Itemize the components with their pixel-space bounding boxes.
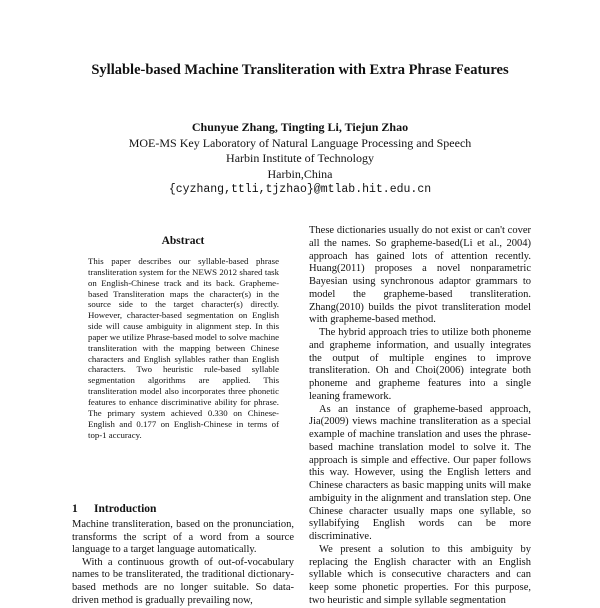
paper-title: Syllable-based Machine Transliteration with Extra Phrase Features <box>91 62 509 78</box>
abstract-heading: Abstract <box>161 235 205 247</box>
section-heading-introduction <box>72 503 156 515</box>
affiliation-line-1: MOE-MS Key Laboratory of Natural Language Processing and Speech <box>128 135 472 150</box>
abstract-text: This paper describes our syllable-based phrase transliteration system for the NEWS 2012 shared task on English-Chinese track and its back. Grapheme-based Transliteration maps the character(s) in the source side to the target character(s) directly. However, character-based segmentation on English side will cause ambiguity in alignment step. In this paper we utilize Phrase-based model to solve machine transliteration with the mapping between Chinese characters and English syllables rather than English characters. Two heuristic rule-based syllable segmentation algorithms are applied. This transliteration model also incorporates three phonetic features to enhance discriminative ability for phrase. The primary system achieved 0.330 on Chinese-English and 0.177 on English-Chinese in terms of top-1 accuracy. <box>88 256 279 440</box>
right-column-body <box>309 225 531 608</box>
left-column-body <box>72 519 294 607</box>
section-title: Introduction <box>94 503 157 515</box>
affiliation-line-3: Harbin,China <box>267 166 333 181</box>
author-names: Chunyue Zhang, Tingting Li, Tiejun Zhao <box>191 120 409 134</box>
right-paragraph-1: These dictionaries usually do not exist or can't cover all the names. So grapheme-based(Li et al., 2004) approach has gained lots of attention recently. Huang(2011) proposes a novel nonparametric Bayesian using synchronous adaptor grammars to model the grapheme-based transliteration. Zhang(2010) builds the pivot transliteration model with grapheme-based method. <box>309 225 531 326</box>
intro-paragraph-1: Machine transliteration, based on the pronunciation, transforms the script of a word from a source language to a target language automatically. <box>72 519 294 556</box>
author-block <box>0 120 600 198</box>
right-paragraph-2: The hybrid approach tries to utilize both phoneme and grapheme information, and usually integrates the output of multiple engines to improve transliteration. Oh and Choi(2006) integrate both phoneme and grapheme features into a single leaning framework. <box>309 327 531 402</box>
right-paragraph-3: As an instance of grapheme-based approach, Jia(2009) views machine transliteration as a special example of machine translation and uses the phrase-based machine translation model to solve it. The approach is simple and effective. Our paper follows this way. However, using the English letters and Chinese characters as basic mapping units will make ambiguity in the alignment and translation step. One Chinese character usually maps one syllable, so syllabifying English words can be more discriminative. <box>309 403 531 542</box>
author-emails: {cyzhang,ttli,tjzhao}@mtlab.hit.edu.cn <box>168 183 432 197</box>
right-paragraph-4: We present a solution to this ambiguity by replacing the English character with an English syllable which is consecutive characters and can keep some phonetic properties. For this purpose, two heuristic and simple syllable segmentation <box>309 543 531 606</box>
intro-paragraph-2: With a continuous growth of out-of-vocabulary names to be transliterated, the traditional dictionary-based methods are no longer suitable. So data-driven method is gradually prevailing now, <box>72 556 294 606</box>
section-number: 1 <box>72 503 78 515</box>
affiliation-line-2: Harbin Institute of Technology <box>226 151 374 166</box>
